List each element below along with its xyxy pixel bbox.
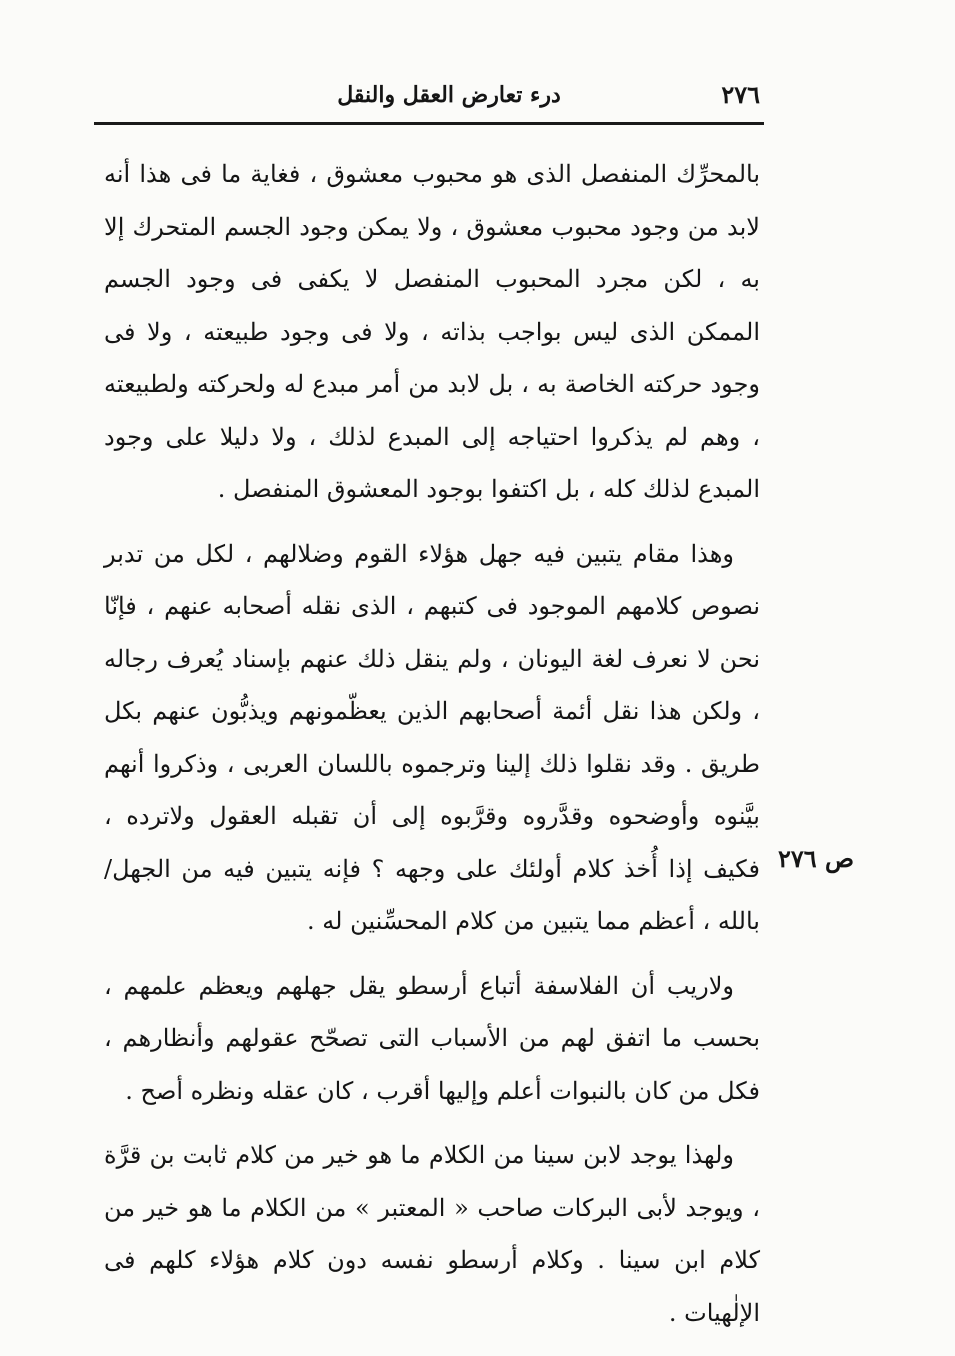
- paragraph-2: وهذا مقام يتبين فيه جهل هؤلاء القوم وضلالهم ، لكل من تدبر نصوص كلامهم الموجود فى كتبهم ، الذى نقله أصحابه عنهم ، فإنّا نحن لا نعرف لغة اليونان ، ولم ينقل ذلك عنهم بإسناد يُعرف رجاله ، ولكن هذا نقل أئمة أصحابهم الذين يعظّمونهم ويذبُّون عنهم بكل طريق . وقد نقلوا ذلك إلينا وترجموه باللسان العربى ، وذكروا أنهم بيَّنوه وأوضحوه وقدَّروه وقرَّبوه إلى أن تقبله العقول ولاترده ، فكيف إذا أُخذ كلام أولئك على وجهه ؟ فإنه يتبين فيه من الجهل/بالله ، أعظم مما يتبين من كلام المحسِّنين له .: [104, 539, 760, 935]
- paragraph-3: ولاريب أن الفلاسفة أتباع أرسطو يقل جهلهم ويعظم علمهم ، بحسب ما اتفق لهم من الأسباب التى تصحّح عقولهم وأنظارهم ، فكل من كان بالنبوات أعلم وإليها أقرب ، كان عقله ونظره أصح .: [104, 971, 760, 1105]
- paragraph-4: ولهذا يوجد لابن سينا من الكلام ما هو خير من كلام ثابت بن قرَّة ، ويوجد لأبى البركات صاحب « المعتبر » من الكلام ما هو خير من كلام ابن سينا . وكلام أرسطو نفسه دون كلام هؤلاء كلهم فى الإلٰهيات .: [104, 1141, 760, 1327]
- margin-page-reference: ص ٢٧٦: [777, 844, 854, 873]
- page-body: [104, 148, 760, 1351]
- page-number: ٢٧٦: [721, 80, 760, 109]
- paragraph-1: بالمحرِّك المنفصل الذى هو محبوب معشوق ، فغاية ما فى هذا أنه لابد من وجود محبوب معشوق ، ولا يمكن وجود الجسم المتحرك إلا به ، لكن مجرد المحبوب المنفصل لا يكفى فى وجود الجسم الممكن الذى ليس بواجب بذاته ، ولا فى وجود طبيعته ، ولا فى وجود حركته الخاصة به ، بل لابد من أمر مبدع له ولحركته ولطبيعته ، وهم لم يذكروا احتياجه إلى المبدع لذلك ، ولا دليلا على وجود المبدع لذلك كله ، بل اكتفوا بوجود المعشوق المنفصل .: [104, 160, 760, 503]
- running-title: درء تعارض العقل والنقل: [337, 82, 561, 108]
- page-header: [94, 72, 764, 125]
